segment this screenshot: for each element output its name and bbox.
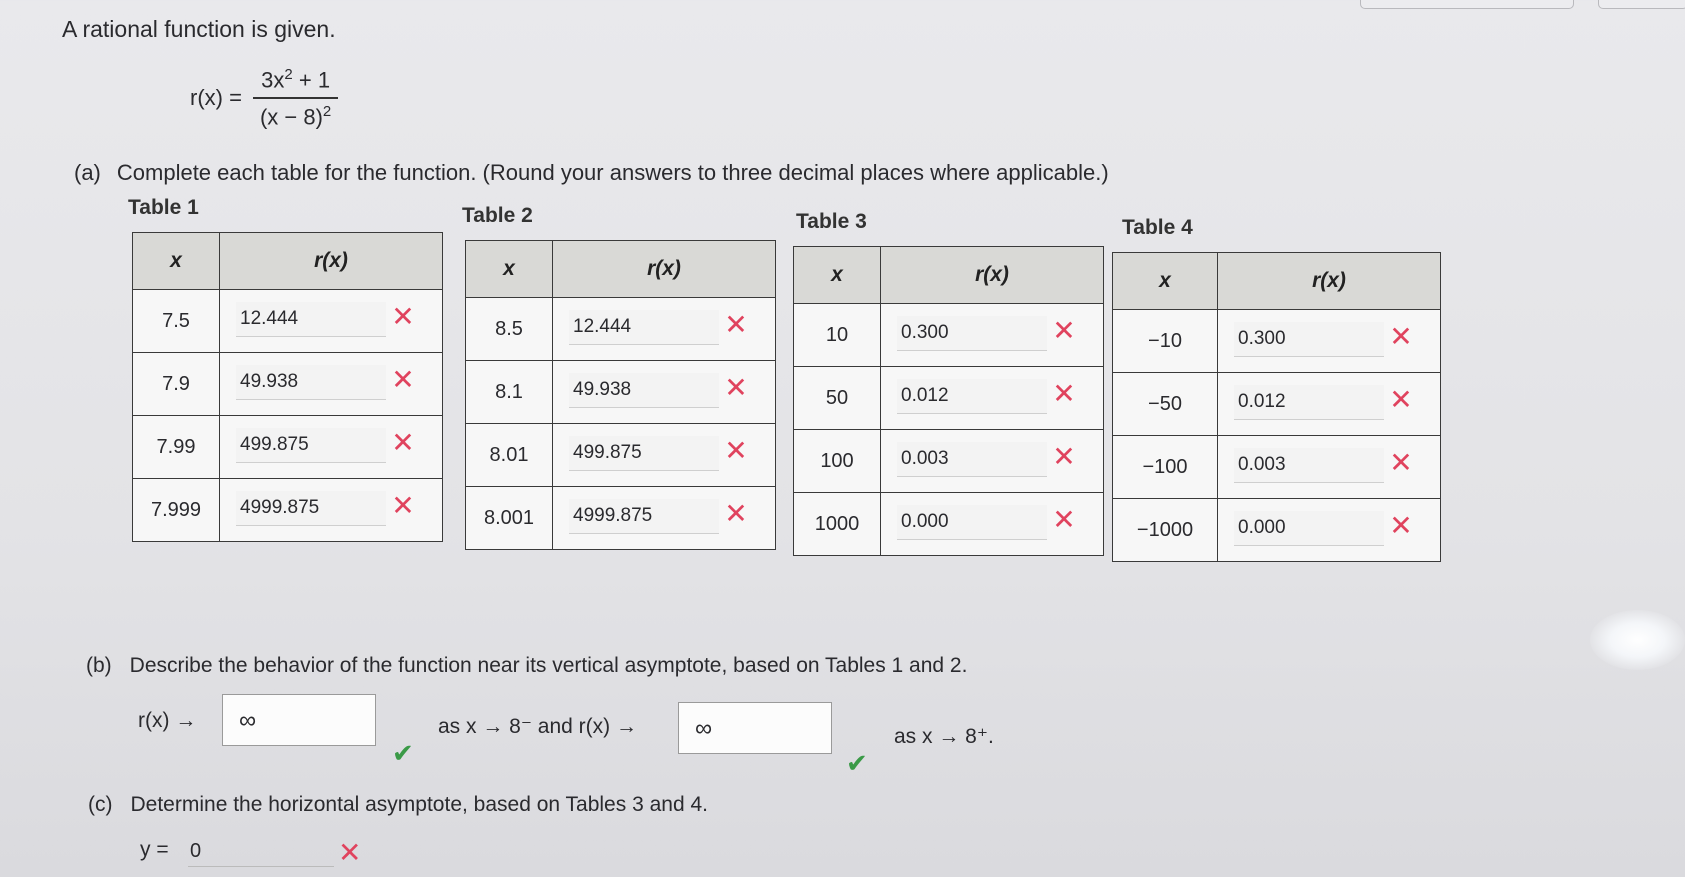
x-value: 8.5: [466, 298, 553, 361]
rx-answer-input[interactable]: 0.003: [897, 442, 1047, 477]
x-value: −1000: [1113, 499, 1218, 562]
part-a-text: Complete each table for the function. (Round your answers to three decimal places where applicable.): [116, 160, 1109, 185]
x-value: 7.999: [133, 479, 220, 542]
correct-check-icon: ✔: [846, 748, 868, 778]
table-row: [794, 493, 1104, 556]
incorrect-icon: ✕: [724, 498, 748, 529]
part-c-tag: (c): [88, 793, 113, 816]
rx-answer-input[interactable]: 0.012: [897, 379, 1047, 414]
formula-lhs: r(x) =: [190, 85, 242, 111]
incorrect-icon: ✕: [338, 837, 362, 868]
function-formula: [190, 66, 339, 131]
intro-text: A rational function is given.: [62, 16, 336, 42]
rx-answer-input[interactable]: 49.938: [236, 365, 386, 400]
table-row: [1113, 310, 1441, 373]
col-rx-header: r(x): [553, 241, 776, 298]
col-x-header: x: [794, 247, 881, 304]
x-value: 8.001: [466, 487, 553, 550]
x-value: −50: [1113, 373, 1218, 436]
rx-answer-input[interactable]: 4999.875: [569, 499, 719, 534]
table-4: [1112, 252, 1441, 562]
top-panel-edge-2: [1598, 0, 1685, 9]
table-row: [466, 487, 776, 550]
x-value: 7.5: [133, 290, 220, 353]
part-b-end-text: as x → 8⁺.: [894, 725, 994, 748]
table-row: [133, 479, 443, 542]
incorrect-icon: ✕: [724, 309, 748, 340]
table-row: [794, 430, 1104, 493]
x-value: 100: [794, 430, 881, 493]
col-rx-header: r(x): [881, 247, 1104, 304]
table-row: [133, 290, 443, 353]
rx-answer-input[interactable]: 0.000: [1234, 511, 1384, 546]
col-x-header: x: [1113, 253, 1218, 310]
table-row: [1113, 436, 1441, 499]
formula-fraction: [252, 66, 339, 131]
table-2: [465, 240, 776, 550]
table-3-title: Table 3: [796, 210, 867, 233]
part-b-lhs: r(x) →: [138, 709, 197, 732]
rx-answer-input[interactable]: 499.875: [236, 428, 386, 463]
table-row: [794, 304, 1104, 367]
table-row: [133, 353, 443, 416]
incorrect-icon: ✕: [724, 372, 748, 403]
table-row: [794, 367, 1104, 430]
incorrect-icon: ✕: [1389, 447, 1413, 478]
incorrect-icon: ✕: [1052, 315, 1076, 346]
part-a-prompt: [74, 160, 1109, 186]
table-row: [133, 416, 443, 479]
x-value: −10: [1113, 310, 1218, 373]
table-4-title: Table 4: [1122, 216, 1193, 239]
col-x-header: x: [133, 233, 220, 290]
table-2-title: Table 2: [462, 204, 533, 227]
part-c-prompt: [88, 793, 708, 817]
part-a-tag: (a): [74, 160, 101, 185]
part-b-middle-text: as x → 8⁻ and r(x) →: [438, 715, 637, 738]
rx-answer-input[interactable]: 4999.875: [236, 491, 386, 526]
table-1: [132, 232, 443, 542]
table-row: [466, 424, 776, 487]
col-rx-header: r(x): [1218, 253, 1441, 310]
table-row: [466, 361, 776, 424]
incorrect-icon: ✕: [391, 364, 415, 395]
col-x-header: x: [466, 241, 553, 298]
formula-denominator: $(x - 8)^2$: [259, 103, 332, 130]
part-c-lhs: y =: [140, 838, 169, 861]
rx-answer-input[interactable]: 12.444: [236, 302, 386, 337]
table-1-title: Table 1: [128, 196, 199, 219]
part-b-prompt: [86, 654, 967, 678]
rx-answer-input[interactable]: 499.875: [569, 436, 719, 471]
incorrect-icon: ✕: [1052, 441, 1076, 472]
incorrect-icon: ✕: [391, 490, 415, 521]
incorrect-icon: ✕: [1389, 384, 1413, 415]
incorrect-icon: ✕: [391, 301, 415, 332]
table-row: [466, 298, 776, 361]
table-row: [1113, 499, 1441, 562]
table-3: [793, 246, 1104, 556]
table-row: [1113, 373, 1441, 436]
incorrect-icon: ✕: [1052, 504, 1076, 535]
incorrect-icon: ✕: [724, 435, 748, 466]
rx-answer-input[interactable]: 0.300: [897, 316, 1047, 351]
x-value: 8.01: [466, 424, 553, 487]
x-value: 50: [794, 367, 881, 430]
incorrect-icon: ✕: [1389, 321, 1413, 352]
correct-check-icon: ✔: [392, 738, 414, 768]
x-value: −100: [1113, 436, 1218, 499]
limit-left-input[interactable]: ∞: [222, 694, 376, 746]
part-b-text: Describe the behavior of the function near its vertical asymptote, based on Tables 1 and 2.: [129, 654, 968, 677]
rx-answer-input[interactable]: 49.938: [569, 373, 719, 408]
x-value: 1000: [794, 493, 881, 556]
top-panel-edge: [1360, 0, 1574, 9]
x-value: 7.9: [133, 353, 220, 416]
rx-answer-input[interactable]: 12.444: [569, 310, 719, 345]
rx-answer-input[interactable]: 0.012: [1234, 385, 1384, 420]
part-b-tag: (b): [86, 654, 112, 677]
x-value: 10: [794, 304, 881, 367]
horizontal-asymptote-input[interactable]: 0: [188, 836, 334, 867]
incorrect-icon: ✕: [1389, 510, 1413, 541]
formula-numerator: $3x^2 + 1$: [253, 66, 338, 99]
rx-answer-input[interactable]: 0.000: [897, 505, 1047, 540]
limit-right-input[interactable]: ∞: [678, 702, 832, 754]
screen-glare: [1590, 610, 1685, 670]
incorrect-icon: ✕: [1052, 378, 1076, 409]
rx-answer-input[interactable]: 0.003: [1234, 448, 1384, 483]
x-value: 8.1: [466, 361, 553, 424]
x-value: 7.99: [133, 416, 220, 479]
col-rx-header: r(x): [220, 233, 443, 290]
part-c-text: Determine the horizontal asymptote, based on Tables 3 and 4.: [130, 793, 708, 816]
incorrect-icon: ✕: [391, 427, 415, 458]
rx-answer-input[interactable]: 0.300: [1234, 322, 1384, 357]
